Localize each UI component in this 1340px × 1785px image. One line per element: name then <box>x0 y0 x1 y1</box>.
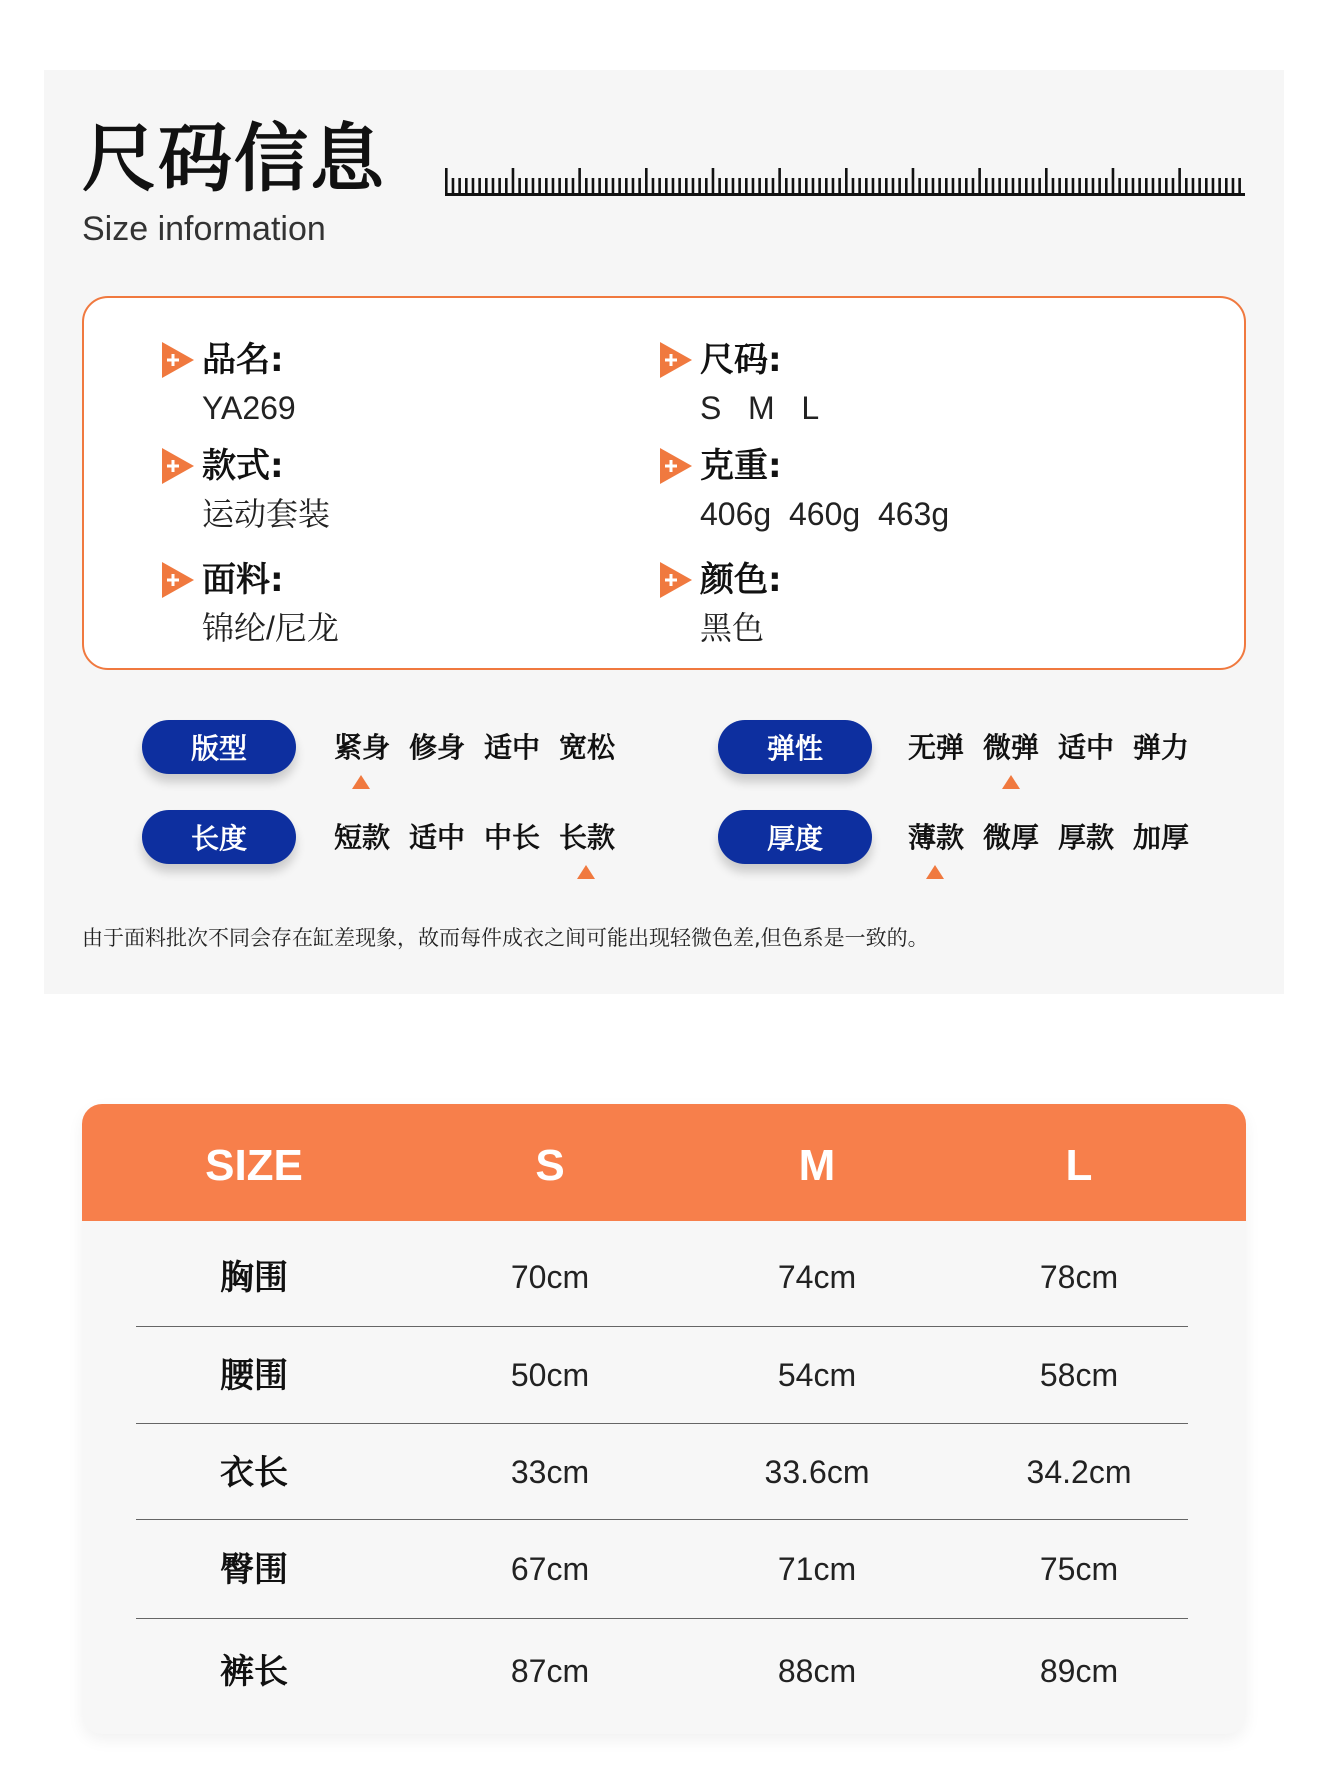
table-cell: 54cm <box>777 1357 857 1393</box>
info-value: 锦纶/尼龙 <box>202 610 339 646</box>
attr-option: 长款 <box>559 821 616 854</box>
attr-pill-thickness: 厚度 <box>718 810 872 864</box>
attr-option: 微厚 <box>983 821 1040 854</box>
attr-option: 紧身 <box>334 731 391 764</box>
row-label: 衣长 <box>220 1453 288 1493</box>
table-cell: 75cm <box>1039 1551 1119 1587</box>
table-cell: 88cm <box>777 1653 857 1689</box>
info-label: 款式: <box>202 446 284 486</box>
arrow-plus-icon <box>162 448 194 484</box>
info-label: 面料: <box>202 560 284 600</box>
table-cell: 70cm <box>510 1259 590 1295</box>
page-title: 尺码信息 <box>82 116 386 202</box>
attr-pill-elasticity: 弹性 <box>718 720 872 774</box>
attr-pill-length: 长度 <box>142 810 296 864</box>
attr-options-fit <box>334 731 634 764</box>
info-value: S M L <box>700 390 820 426</box>
row-label: 胸围 <box>220 1258 288 1298</box>
info-item-size <box>660 342 819 424</box>
row-label: 腰围 <box>220 1356 288 1396</box>
table-cell: 67cm <box>510 1551 590 1587</box>
info-item-style <box>162 448 330 530</box>
attr-options-thickness <box>908 821 1208 854</box>
table-cell: 33.6cm <box>764 1454 870 1490</box>
info-value: 黑色 <box>700 610 765 646</box>
info-item-product-name <box>162 342 296 424</box>
table-cell: 33cm <box>510 1454 590 1490</box>
column-header: S <box>535 1141 565 1190</box>
table-cell: 34.2cm <box>1026 1454 1132 1490</box>
row-label: 裤长 <box>220 1652 288 1692</box>
info-label: 品名: <box>202 340 284 380</box>
arrow-plus-icon <box>660 448 692 484</box>
table-cell: 58cm <box>1039 1357 1119 1393</box>
info-item-color <box>660 562 782 644</box>
product-info-box <box>82 296 1246 670</box>
table-cell: 87cm <box>510 1653 590 1689</box>
arrow-plus-icon <box>660 342 692 378</box>
arrow-plus-icon <box>162 562 194 598</box>
row-label: 臀围 <box>220 1550 288 1590</box>
arrow-plus-icon <box>660 562 692 598</box>
info-value: 406g 460g 463g <box>700 496 950 532</box>
color-difference-note: 由于面料批次不同会存在缸差现象，故而每件成衣之间可能出现轻微色差,但色系是一致的。 <box>82 926 929 950</box>
info-label: 颜色: <box>700 560 782 600</box>
row-divider <box>136 1618 1188 1619</box>
info-value: YA269 <box>202 390 296 426</box>
selected-marker <box>577 865 595 879</box>
size-table-header <box>82 1104 1246 1221</box>
attr-option: 适中 <box>1058 731 1115 764</box>
attr-option: 宽松 <box>559 731 616 764</box>
row-divider <box>136 1423 1188 1424</box>
info-item-fabric <box>162 562 339 644</box>
attr-option: 微弹 <box>983 731 1040 764</box>
attr-option: 加厚 <box>1133 821 1190 854</box>
ruler-decoration <box>445 168 1245 198</box>
info-label: 克重: <box>700 446 782 486</box>
attr-option: 中长 <box>484 821 541 854</box>
attr-option: 短款 <box>334 821 391 854</box>
info-label: 尺码: <box>700 340 782 380</box>
info-item-weight <box>660 448 949 530</box>
size-table <box>82 1104 1246 1734</box>
row-divider <box>136 1326 1188 1327</box>
selected-marker <box>1002 775 1020 789</box>
table-cell: 78cm <box>1039 1259 1119 1295</box>
table-cell: 50cm <box>510 1357 590 1393</box>
table-cell: 74cm <box>777 1259 857 1295</box>
attr-option: 厚款 <box>1058 821 1115 854</box>
attr-option: 适中 <box>409 821 466 854</box>
table-cell: 71cm <box>777 1551 857 1587</box>
attr-option: 弹力 <box>1133 731 1190 764</box>
attr-option: 修身 <box>409 731 466 764</box>
selected-marker <box>926 865 944 879</box>
attr-options-elasticity <box>908 731 1208 764</box>
table-cell: 89cm <box>1039 1653 1119 1689</box>
attr-option: 无弹 <box>908 731 965 764</box>
info-value: 运动套装 <box>202 496 331 532</box>
column-header: M <box>798 1141 836 1190</box>
attr-option: 适中 <box>484 731 541 764</box>
column-header: SIZE <box>205 1141 303 1190</box>
selected-marker <box>352 775 370 789</box>
attr-option: 薄款 <box>908 821 965 854</box>
arrow-plus-icon <box>162 342 194 378</box>
attr-options-length <box>334 821 634 854</box>
page-subtitle: Size information <box>82 210 326 248</box>
attr-pill-fit: 版型 <box>142 720 296 774</box>
row-divider <box>136 1519 1188 1520</box>
column-header: L <box>1065 1141 1093 1190</box>
